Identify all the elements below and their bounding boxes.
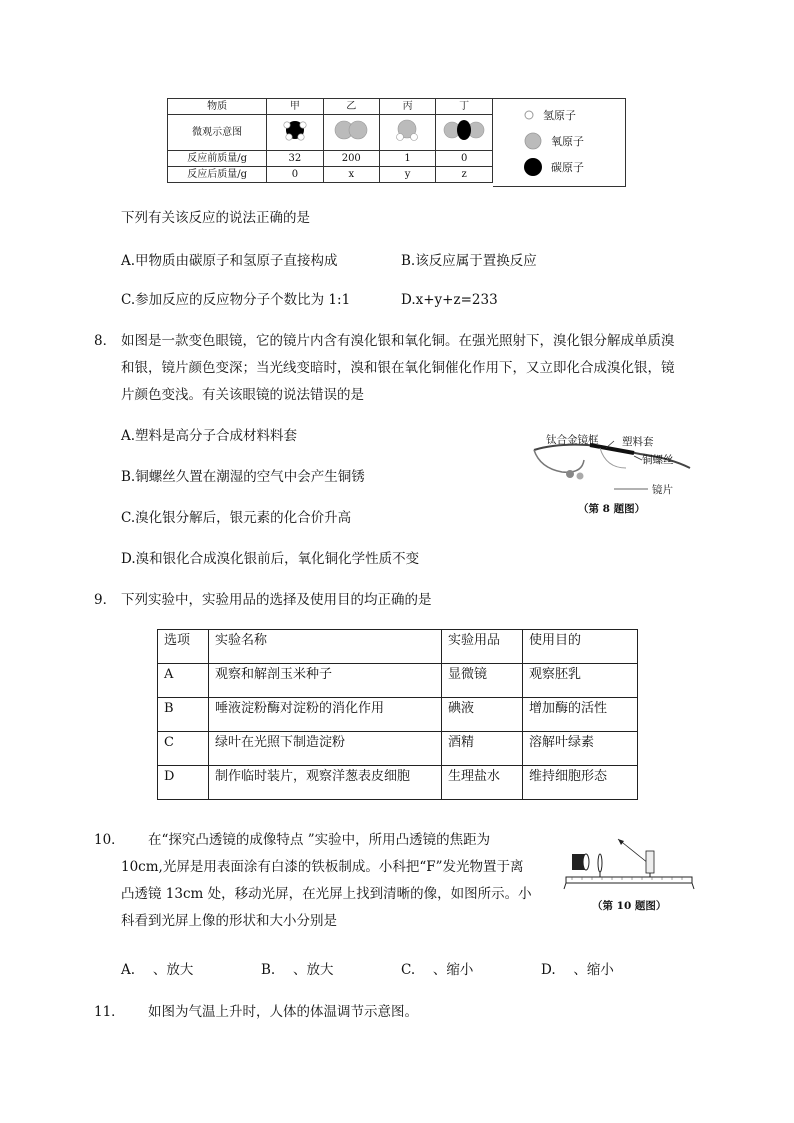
table-cell: 溶解叶绿素 bbox=[523, 732, 638, 766]
glasses-figure bbox=[530, 428, 700, 520]
q7-option-c: C.参加反应的反应物分子个数比为 1:1 bbox=[121, 292, 351, 308]
molecule-ding-icon bbox=[439, 115, 489, 145]
label-screw: 铜螺丝 bbox=[642, 454, 674, 466]
table-cell: 观察胚乳 bbox=[523, 664, 638, 698]
q7-stem: 下列有关该反应的说法正确的是 bbox=[121, 210, 310, 226]
q8-option-b: B.铜螺丝久置在潮湿的空气中会产生铜锈 bbox=[121, 469, 365, 485]
q10-number: 10． bbox=[94, 832, 125, 848]
atom-legend bbox=[493, 98, 626, 187]
table-cell: 200 bbox=[323, 151, 379, 167]
label-sleeve: 塑料套 bbox=[622, 436, 654, 448]
q8-stem-line3: 片颜色变浅。有关该眼镜的说法错误的是 bbox=[121, 387, 364, 403]
table-header: 丙 bbox=[379, 99, 435, 115]
table-cell: 碘液 bbox=[442, 698, 523, 732]
table-row bbox=[158, 698, 638, 732]
table-header: 丁 bbox=[436, 99, 493, 115]
q10-option-c: C. 、缩小 bbox=[401, 962, 474, 978]
table-cell: 生理盐水 bbox=[442, 766, 523, 800]
molecule-jia-icon bbox=[275, 115, 315, 145]
table-cell: 32 bbox=[267, 151, 323, 167]
table-header: 甲 bbox=[267, 99, 323, 115]
table-header: 选项 bbox=[158, 630, 209, 664]
q8-stem-line2: 和银，镜片颜色变深；当光线变暗时，溴和银在氧化铜催化作用下，又立即化合成溴化银，镜 bbox=[121, 360, 675, 376]
table-header: 实验用品 bbox=[442, 630, 523, 664]
q10-stem-line2: 10cm,光屏是用表面涂有白漆的铁板制成。小科把“F”发光物置于离 bbox=[121, 859, 524, 875]
table-cell: 显微镜 bbox=[442, 664, 523, 698]
oxygen-atom-icon bbox=[523, 131, 543, 151]
legend-oxygen: 氧原子 bbox=[523, 131, 584, 151]
molecule-jia bbox=[267, 115, 323, 151]
table-cell: D bbox=[158, 766, 209, 800]
label-frame: 钛合金镜框 bbox=[546, 434, 599, 446]
label-lens: 镜片 bbox=[652, 484, 673, 496]
q10-stem-line1: 在“探究凸透镜的成像特点 ”实验中，所用凸透镜的焦距为 bbox=[148, 832, 491, 848]
substance-table bbox=[167, 98, 493, 183]
q9-number: 9． bbox=[94, 592, 117, 608]
table-cell: 酒精 bbox=[442, 732, 523, 766]
q11-stem: 如图为气温上升时，人体的体温调节示意图。 bbox=[148, 1004, 418, 1020]
q8-stem-line1: 如图是一款变色眼镜，它的镜片内含有溴化银和氧化铜。在强光照射下，溴化银分解成单质溴 bbox=[121, 333, 675, 349]
hydrogen-atom-icon bbox=[523, 109, 535, 121]
table-cell: C bbox=[158, 732, 209, 766]
q11-number: 11． bbox=[94, 1004, 125, 1020]
table-row bbox=[158, 766, 638, 800]
optical-bench-illustration bbox=[562, 835, 696, 895]
molecule-yi-icon bbox=[329, 115, 373, 145]
q8-option-c: C.溴化银分解后，银元素的化合价升高 bbox=[121, 510, 352, 526]
row-label: 微观示意图 bbox=[168, 115, 267, 151]
table-header: 使用目的 bbox=[523, 630, 638, 664]
table-header: 乙 bbox=[323, 99, 379, 115]
table-cell: 唾液淀粉酶对淀粉的消化作用 bbox=[209, 698, 442, 732]
q7-option-a: A.甲物质由碳原子和氢原子直接构成 bbox=[121, 253, 338, 269]
q10-stem-line3: 凸透镜 13cm 处，移动光屏，在光屏上找到清晰的像，如图所示。小 bbox=[121, 886, 532, 902]
q9-stem: 下列实验中，实验用品的选择及使用目的均正确的是 bbox=[121, 592, 432, 608]
q7-option-d: D.x+y+z=233 bbox=[401, 292, 498, 308]
legend-carbon: 碳原子 bbox=[523, 157, 584, 177]
table-cell: B bbox=[158, 698, 209, 732]
row-label: 反应前质量/g bbox=[168, 151, 267, 167]
table-row bbox=[158, 630, 638, 664]
q8-option-a: A.塑料是高分子合成材料料套 bbox=[121, 428, 298, 444]
table-cell: 0 bbox=[436, 151, 493, 167]
q7-option-b: B.该反应属于置换反应 bbox=[401, 253, 537, 269]
table-row bbox=[158, 732, 638, 766]
table-cell: 制作临时装片，观察洋葱表皮细胞 bbox=[209, 766, 442, 800]
table-cell: 1 bbox=[379, 151, 435, 167]
table-cell: 0 bbox=[267, 167, 323, 183]
q8-figure-caption: （第 8 题图） bbox=[578, 503, 646, 515]
q10-option-b: B. 、放大 bbox=[261, 962, 334, 978]
molecule-bing bbox=[379, 115, 435, 151]
carbon-atom-icon bbox=[523, 157, 543, 177]
q10-figure-caption: （第 10 题图） bbox=[592, 900, 667, 912]
optical-bench-figure bbox=[562, 835, 696, 913]
table-cell: 绿叶在光照下制造淀粉 bbox=[209, 732, 442, 766]
molecule-ding bbox=[436, 115, 493, 151]
table-header: 物质 bbox=[168, 99, 267, 115]
table-cell: 增加酶的活性 bbox=[523, 698, 638, 732]
table-header: 实验名称 bbox=[209, 630, 442, 664]
molecule-yi bbox=[323, 115, 379, 151]
table-cell: 观察和解剖玉米种子 bbox=[209, 664, 442, 698]
table-cell: A bbox=[158, 664, 209, 698]
table-cell: x bbox=[323, 167, 379, 183]
molecule-bing-icon bbox=[388, 115, 428, 145]
q10-option-d: D. 、缩小 bbox=[541, 962, 614, 978]
q8-number: 8． bbox=[94, 333, 117, 349]
q8-option-d: D.溴和银化合成溴化银前后，氧化铜化学性质不变 bbox=[121, 551, 420, 567]
table-row bbox=[158, 664, 638, 698]
table-cell: z bbox=[436, 167, 493, 183]
row-label: 反应后质量/g bbox=[168, 167, 267, 183]
legend-hydrogen: 氢原子 bbox=[523, 107, 576, 123]
experiment-table bbox=[157, 629, 638, 800]
table-cell: 维持细胞形态 bbox=[523, 766, 638, 800]
table-cell: y bbox=[379, 167, 435, 183]
q10-option-a: A. 、放大 bbox=[121, 962, 194, 978]
q10-stem-line4: 科看到光屏上像的形状和大小分别是 bbox=[121, 913, 337, 929]
